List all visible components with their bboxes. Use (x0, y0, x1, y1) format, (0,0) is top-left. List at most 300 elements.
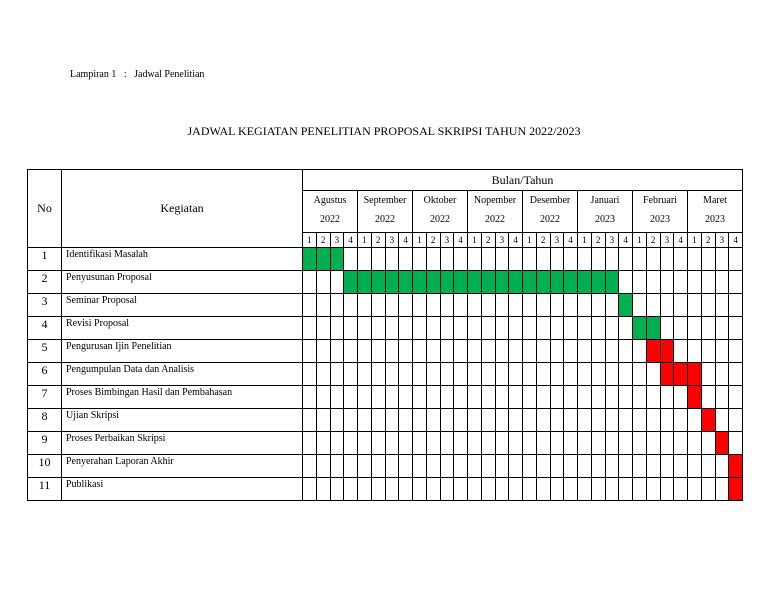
gantt-bar-cell (316, 248, 330, 271)
gantt-empty-cell (495, 294, 509, 317)
gantt-empty-cell (509, 340, 523, 363)
week-number: 4 (454, 233, 468, 248)
week-number: 3 (385, 233, 399, 248)
row-number: 8 (28, 409, 62, 432)
gantt-empty-cell (509, 478, 523, 501)
week-number: 1 (303, 233, 317, 248)
gantt-empty-cell (413, 363, 427, 386)
gantt-empty-cell (660, 294, 674, 317)
week-number: 3 (495, 233, 509, 248)
gantt-empty-cell (399, 478, 413, 501)
gantt-empty-cell (660, 432, 674, 455)
gantt-empty-cell (481, 432, 495, 455)
gantt-empty-cell (413, 432, 427, 455)
gantt-empty-cell (564, 248, 578, 271)
gantt-empty-cell (701, 248, 715, 271)
gantt-empty-cell (371, 248, 385, 271)
gantt-bar-cell (440, 271, 454, 294)
gantt-empty-cell (605, 478, 619, 501)
table-row (28, 455, 743, 478)
gantt-empty-cell (468, 432, 482, 455)
gantt-empty-cell (426, 248, 440, 271)
week-number: 1 (413, 233, 427, 248)
gantt-empty-cell (413, 455, 427, 478)
gantt-empty-cell (344, 386, 358, 409)
gantt-empty-cell (454, 317, 468, 340)
gantt-bar-cell (564, 271, 578, 294)
gantt-empty-cell (358, 478, 372, 501)
gantt-empty-cell (316, 455, 330, 478)
gantt-empty-cell (468, 340, 482, 363)
gantt-empty-cell (385, 386, 399, 409)
gantt-empty-cell (303, 455, 317, 478)
gantt-empty-cell (550, 248, 564, 271)
header-month (633, 191, 688, 233)
gantt-empty-cell (591, 363, 605, 386)
gantt-empty-cell (509, 432, 523, 455)
gantt-empty-cell (303, 294, 317, 317)
week-number: 4 (619, 233, 633, 248)
gantt-empty-cell (399, 340, 413, 363)
gantt-empty-cell (440, 455, 454, 478)
week-number: 4 (674, 233, 688, 248)
gantt-empty-cell (344, 317, 358, 340)
row-number: 2 (28, 271, 62, 294)
gantt-empty-cell (371, 363, 385, 386)
table-row (28, 317, 743, 340)
gantt-bar-cell (646, 317, 660, 340)
gantt-empty-cell (316, 271, 330, 294)
page-title: JADWAL KEGIATAN PENELITIAN PROPOSAL SKRIPSI TAHUN 2022/2023 (187, 124, 581, 138)
gantt-empty-cell (536, 409, 550, 432)
gantt-empty-cell (646, 409, 660, 432)
gantt-empty-cell (385, 340, 399, 363)
gantt-empty-cell (715, 386, 729, 409)
month-year: 2023 (705, 214, 725, 225)
week-number: 1 (523, 233, 537, 248)
gantt-empty-cell (591, 409, 605, 432)
gantt-empty-cell (399, 294, 413, 317)
week-number: 3 (440, 233, 454, 248)
gantt-bar-cell (605, 271, 619, 294)
gantt-empty-cell (495, 317, 509, 340)
table-row (28, 432, 743, 455)
row-number: 4 (28, 317, 62, 340)
gantt-empty-cell (564, 455, 578, 478)
gantt-empty-cell (605, 386, 619, 409)
activity-name: Pengumpulan Data dan Analisis (62, 363, 303, 386)
gantt-empty-cell (344, 340, 358, 363)
gantt-empty-cell (660, 317, 674, 340)
gantt-empty-cell (674, 409, 688, 432)
gantt-empty-cell (578, 386, 592, 409)
gantt-empty-cell (358, 294, 372, 317)
gantt-empty-cell (550, 432, 564, 455)
gantt-empty-cell (605, 432, 619, 455)
gantt-empty-cell (454, 294, 468, 317)
gantt-empty-cell (426, 432, 440, 455)
gantt-empty-cell (591, 432, 605, 455)
gantt-empty-cell (605, 409, 619, 432)
week-number: 4 (399, 233, 413, 248)
activity-name: Revisi Proposal (62, 317, 303, 340)
header-month (413, 191, 468, 233)
gantt-empty-cell (715, 478, 729, 501)
gantt-bar-cell (426, 271, 440, 294)
gantt-empty-cell (468, 478, 482, 501)
gantt-empty-cell (495, 432, 509, 455)
gantt-empty-cell (358, 455, 372, 478)
gantt-empty-cell (536, 294, 550, 317)
month-name: Februari (643, 195, 677, 206)
month-name: Maret (703, 195, 727, 206)
gantt-empty-cell (468, 317, 482, 340)
gantt-empty-cell (605, 363, 619, 386)
gantt-empty-cell (426, 386, 440, 409)
gantt-empty-cell (330, 294, 344, 317)
gantt-empty-cell (688, 294, 702, 317)
gantt-empty-cell (303, 386, 317, 409)
table-row (28, 478, 743, 501)
gantt-bar-cell (646, 340, 660, 363)
gantt-empty-cell (454, 409, 468, 432)
gantt-bar-cell (468, 271, 482, 294)
gantt-empty-cell (344, 294, 358, 317)
gantt-empty-cell (660, 478, 674, 501)
gantt-empty-cell (481, 386, 495, 409)
gantt-empty-cell (660, 248, 674, 271)
gantt-empty-cell (578, 317, 592, 340)
gantt-empty-cell (605, 294, 619, 317)
table-row (28, 340, 743, 363)
gantt-empty-cell (495, 363, 509, 386)
gantt-empty-cell (330, 478, 344, 501)
gantt-empty-cell (454, 248, 468, 271)
gantt-bar-cell (303, 248, 317, 271)
gantt-empty-cell (715, 363, 729, 386)
gantt-empty-cell (440, 432, 454, 455)
gantt-empty-cell (688, 409, 702, 432)
activity-name: Publikasi (62, 478, 303, 501)
gantt-empty-cell (564, 432, 578, 455)
gantt-empty-cell (385, 294, 399, 317)
table-row (28, 386, 743, 409)
gantt-empty-cell (399, 455, 413, 478)
gantt-empty-cell (591, 455, 605, 478)
gantt-empty-cell (330, 271, 344, 294)
week-number: 3 (660, 233, 674, 248)
gantt-empty-cell (495, 455, 509, 478)
month-name: Agustus (313, 195, 347, 206)
week-number: 3 (605, 233, 619, 248)
gantt-empty-cell (646, 271, 660, 294)
activity-name: Penyusunan Proposal (62, 271, 303, 294)
gantt-bar-cell (729, 455, 743, 478)
gantt-empty-cell (536, 248, 550, 271)
gantt-empty-cell (715, 455, 729, 478)
gantt-empty-cell (509, 248, 523, 271)
activity-name: Identifikasi Masalah (62, 248, 303, 271)
gantt-empty-cell (454, 432, 468, 455)
gantt-empty-cell (509, 317, 523, 340)
week-number: 3 (330, 233, 344, 248)
gantt-empty-cell (715, 294, 729, 317)
month-year: 2023 (650, 214, 670, 225)
gantt-empty-cell (440, 409, 454, 432)
month-name: Oktober (423, 195, 457, 206)
gantt-empty-cell (330, 455, 344, 478)
gantt-bar-cell (509, 271, 523, 294)
gantt-empty-cell (633, 363, 647, 386)
week-number: 2 (646, 233, 660, 248)
gantt-empty-cell (660, 455, 674, 478)
gantt-empty-cell (729, 409, 743, 432)
gantt-empty-cell (523, 409, 537, 432)
week-number: 2 (591, 233, 605, 248)
gantt-empty-cell (715, 271, 729, 294)
gantt-empty-cell (303, 478, 317, 501)
gantt-empty-cell (633, 432, 647, 455)
gantt-bar-cell (413, 271, 427, 294)
gantt-empty-cell (591, 294, 605, 317)
header-month (358, 191, 413, 233)
gantt-empty-cell (523, 340, 537, 363)
header-month (688, 191, 743, 233)
gantt-bar-cell (729, 478, 743, 501)
week-number: 3 (550, 233, 564, 248)
gantt-empty-cell (316, 478, 330, 501)
gantt-empty-cell (578, 248, 592, 271)
gantt-empty-cell (330, 386, 344, 409)
gantt-empty-cell (578, 409, 592, 432)
gantt-empty-cell (701, 271, 715, 294)
month-name: September (363, 195, 407, 206)
gantt-empty-cell (509, 455, 523, 478)
gantt-empty-cell (633, 455, 647, 478)
gantt-empty-cell (358, 409, 372, 432)
gantt-empty-cell (674, 455, 688, 478)
gantt-empty-cell (495, 478, 509, 501)
gantt-empty-cell (605, 455, 619, 478)
gantt-bar-cell (591, 271, 605, 294)
table-body (28, 248, 743, 501)
row-number: 6 (28, 363, 62, 386)
header-period: Bulan/Tahun (303, 170, 743, 191)
gantt-empty-cell (523, 455, 537, 478)
gantt-empty-cell (564, 317, 578, 340)
gantt-empty-cell (701, 386, 715, 409)
gantt-empty-cell (619, 271, 633, 294)
month-year: 2022 (540, 214, 560, 225)
week-number: 1 (633, 233, 647, 248)
gantt-empty-cell (674, 432, 688, 455)
gantt-empty-cell (578, 478, 592, 501)
row-number: 10 (28, 455, 62, 478)
gantt-empty-cell (495, 386, 509, 409)
gantt-empty-cell (523, 478, 537, 501)
month-name: Desember (529, 195, 571, 206)
gantt-empty-cell (440, 248, 454, 271)
gantt-empty-cell (715, 409, 729, 432)
gantt-empty-cell (536, 340, 550, 363)
gantt-empty-cell (413, 386, 427, 409)
gantt-empty-cell (303, 409, 317, 432)
gantt-empty-cell (468, 248, 482, 271)
gantt-empty-cell (399, 386, 413, 409)
week-number: 1 (688, 233, 702, 248)
gantt-empty-cell (619, 248, 633, 271)
gantt-empty-cell (481, 478, 495, 501)
gantt-empty-cell (495, 409, 509, 432)
gantt-empty-cell (674, 478, 688, 501)
gantt-bar-cell (660, 363, 674, 386)
gantt-empty-cell (344, 455, 358, 478)
gantt-empty-cell (371, 409, 385, 432)
month-year: 2023 (595, 214, 615, 225)
gantt-bar-cell (523, 271, 537, 294)
gantt-empty-cell (523, 317, 537, 340)
gantt-empty-cell (729, 363, 743, 386)
gantt-empty-cell (303, 363, 317, 386)
gantt-bar-cell (715, 432, 729, 455)
header-month (523, 191, 578, 233)
gantt-empty-cell (440, 386, 454, 409)
gantt-empty-cell (358, 317, 372, 340)
gantt-empty-cell (550, 317, 564, 340)
gantt-empty-cell (550, 478, 564, 501)
week-number: 1 (358, 233, 372, 248)
gantt-empty-cell (495, 248, 509, 271)
gantt-empty-cell (578, 363, 592, 386)
gantt-empty-cell (454, 340, 468, 363)
header-no: No (28, 170, 62, 248)
gantt-empty-cell (468, 409, 482, 432)
gantt-empty-cell (619, 386, 633, 409)
gantt-empty-cell (729, 340, 743, 363)
row-number: 9 (28, 432, 62, 455)
gantt-empty-cell (674, 294, 688, 317)
gantt-empty-cell (426, 455, 440, 478)
week-number: 2 (481, 233, 495, 248)
gantt-bar-cell (481, 271, 495, 294)
gantt-empty-cell (688, 248, 702, 271)
gantt-empty-cell (358, 340, 372, 363)
gantt-empty-cell (619, 363, 633, 386)
gantt-empty-cell (536, 478, 550, 501)
gantt-empty-cell (523, 432, 537, 455)
gantt-bar-cell (688, 386, 702, 409)
week-number: 2 (701, 233, 715, 248)
gantt-empty-cell (688, 271, 702, 294)
gantt-bar-cell (399, 271, 413, 294)
gantt-empty-cell (371, 478, 385, 501)
activity-name: Penyerahan Laporan Akhir (62, 455, 303, 478)
gantt-empty-cell (674, 386, 688, 409)
gantt-empty-cell (399, 409, 413, 432)
gantt-empty-cell (316, 363, 330, 386)
table-row (28, 294, 743, 317)
gantt-empty-cell (344, 432, 358, 455)
gantt-empty-cell (440, 478, 454, 501)
gantt-empty-cell (646, 248, 660, 271)
gantt-empty-cell (619, 432, 633, 455)
row-number: 5 (28, 340, 62, 363)
activity-name: Proses Perbaikan Skripsi (62, 432, 303, 455)
gantt-empty-cell (578, 432, 592, 455)
gantt-empty-cell (646, 432, 660, 455)
gantt-empty-cell (344, 409, 358, 432)
gantt-empty-cell (660, 271, 674, 294)
schedule-table (27, 169, 743, 501)
gantt-empty-cell (358, 432, 372, 455)
gantt-bar-cell (454, 271, 468, 294)
header-activity: Kegiatan (62, 170, 303, 248)
gantt-empty-cell (646, 294, 660, 317)
week-number: 4 (509, 233, 523, 248)
gantt-empty-cell (550, 363, 564, 386)
gantt-empty-cell (578, 340, 592, 363)
month-year: 2022 (430, 214, 450, 225)
activity-name: Ujian Skripsi (62, 409, 303, 432)
gantt-empty-cell (701, 478, 715, 501)
gantt-empty-cell (371, 340, 385, 363)
gantt-bar-cell (344, 271, 358, 294)
gantt-empty-cell (715, 317, 729, 340)
week-number: 2 (536, 233, 550, 248)
gantt-empty-cell (633, 248, 647, 271)
gantt-empty-cell (674, 248, 688, 271)
gantt-empty-cell (399, 317, 413, 340)
gantt-empty-cell (509, 386, 523, 409)
gantt-empty-cell (316, 294, 330, 317)
gantt-empty-cell (509, 294, 523, 317)
gantt-empty-cell (440, 294, 454, 317)
gantt-empty-cell (591, 340, 605, 363)
gantt-empty-cell (619, 455, 633, 478)
gantt-empty-cell (550, 294, 564, 317)
gantt-empty-cell (701, 340, 715, 363)
week-number: 4 (344, 233, 358, 248)
gantt-empty-cell (385, 317, 399, 340)
gantt-empty-cell (729, 317, 743, 340)
month-year: 2022 (375, 214, 395, 225)
table-row (28, 271, 743, 294)
gantt-empty-cell (358, 386, 372, 409)
week-number: 1 (468, 233, 482, 248)
gantt-empty-cell (426, 409, 440, 432)
gantt-empty-cell (426, 478, 440, 501)
gantt-empty-cell (729, 248, 743, 271)
week-number: 4 (564, 233, 578, 248)
gantt-empty-cell (481, 340, 495, 363)
gantt-empty-cell (344, 363, 358, 386)
gantt-empty-cell (536, 386, 550, 409)
gantt-empty-cell (413, 340, 427, 363)
month-year: 2022 (320, 214, 340, 225)
gantt-empty-cell (536, 363, 550, 386)
gantt-empty-cell (426, 317, 440, 340)
row-number: 7 (28, 386, 62, 409)
gantt-empty-cell (523, 248, 537, 271)
gantt-empty-cell (523, 386, 537, 409)
activity-name: Seminar Proposal (62, 294, 303, 317)
gantt-empty-cell (413, 478, 427, 501)
gantt-empty-cell (385, 478, 399, 501)
gantt-empty-cell (303, 432, 317, 455)
week-number: 2 (316, 233, 330, 248)
gantt-empty-cell (454, 478, 468, 501)
table-row (28, 248, 743, 271)
